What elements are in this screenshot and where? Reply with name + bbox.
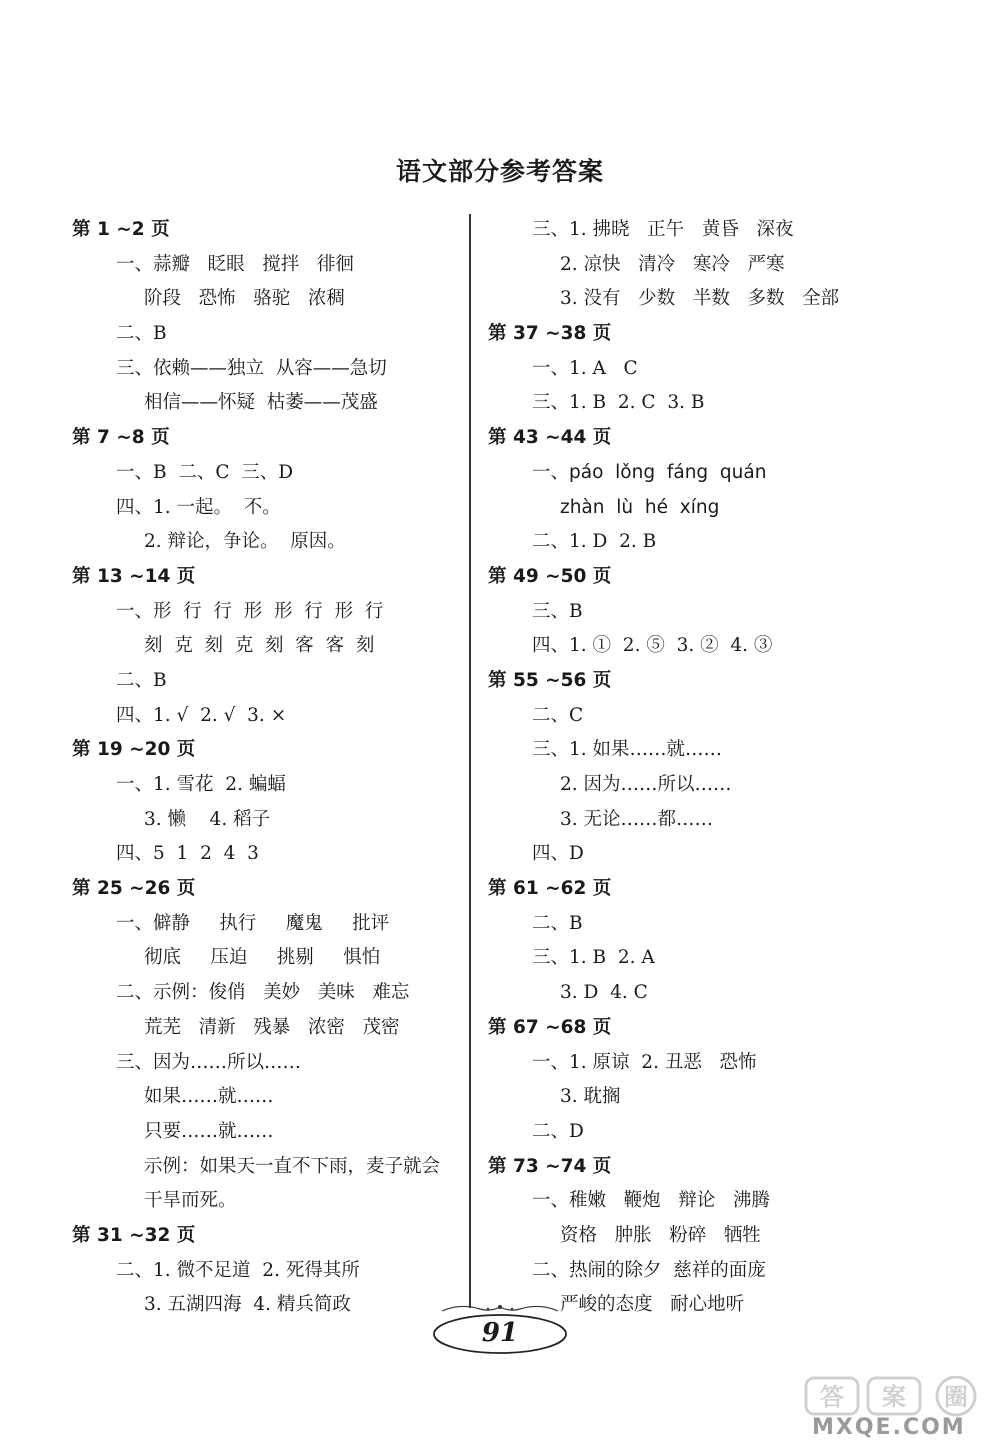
section-heading: 第 67 ~68 页 bbox=[488, 1016, 612, 1038]
answer-line: 荒芜 清新 残暴 浓密 茂密 bbox=[144, 1016, 400, 1038]
answer-section bbox=[488, 560, 928, 664]
answer-line: 二、D bbox=[532, 1120, 584, 1142]
section-heading: 第 49 ~50 页 bbox=[488, 565, 612, 587]
answer-section bbox=[72, 872, 467, 1219]
section-heading: 第 61 ~62 页 bbox=[488, 878, 612, 900]
watermark-char: 答 bbox=[820, 1383, 844, 1411]
section-heading: 第 31 ~32 页 bbox=[72, 1224, 196, 1246]
answer-line: 资格 肿胀 粉碎 牺牲 bbox=[560, 1224, 761, 1246]
answer-section bbox=[488, 1150, 928, 1323]
answer-line: 2. 辩论，争论。 原因。 bbox=[144, 531, 346, 553]
answer-line: 3. 五湖四海 4. 精兵简政 bbox=[144, 1294, 351, 1316]
answer-line: 二、B bbox=[116, 669, 167, 691]
answer-line: 四、5 1 2 4 3 bbox=[116, 843, 259, 865]
answer-line: 相信——怀疑 枯萎——茂盛 bbox=[144, 392, 378, 414]
answer-line: 3. 耽搁 bbox=[560, 1086, 621, 1108]
section-heading: 第 55 ~56 页 bbox=[488, 669, 612, 691]
answer-line: 一、形 行 行 形 形 行 形 行 bbox=[116, 600, 384, 622]
answer-line: 严峻的态度 耐心地听 bbox=[560, 1294, 745, 1316]
answer-line: 一、蒜瓣 眨眼 搅拌 徘徊 bbox=[116, 253, 354, 275]
answer-line: 一、1. A C bbox=[532, 357, 638, 379]
answer-line: 一、B 二、C 三、D bbox=[116, 461, 294, 483]
answer-line: 3. 没有 少数 半数 多数 全部 bbox=[560, 288, 840, 310]
answer-line: 三、1. B 2. C 3. B bbox=[532, 392, 705, 414]
answer-line: 三、因为……所以…… bbox=[116, 1051, 302, 1073]
section-heading: 第 1 ~2 页 bbox=[72, 219, 170, 240]
answer-line: 一、1. 雪花 2. 蝙蝠 bbox=[116, 774, 286, 795]
answer-line: 四、D bbox=[532, 843, 584, 865]
answer-line: 一、僻静 执行 魔鬼 批评 bbox=[116, 912, 390, 934]
section-heading: 第 43 ~44 页 bbox=[488, 427, 612, 449]
answer-line: 四、1. √ 2. √ 3. × bbox=[116, 704, 287, 726]
watermark-site: MXQE.COM bbox=[812, 1415, 966, 1440]
answer-line: zhàn lù hé xíng bbox=[560, 496, 720, 518]
column-divider bbox=[469, 214, 471, 1308]
section-heading: 第 37 ~38 页 bbox=[488, 323, 612, 345]
answer-line: 三、1. B 2. A bbox=[532, 947, 655, 969]
answer-line: 3. 懒 4. 稻子 bbox=[144, 808, 271, 830]
answer-line: 二、B bbox=[116, 323, 167, 345]
answer-column-left bbox=[72, 213, 467, 1323]
answer-column-right bbox=[488, 213, 928, 1323]
section-heading: 第 13 ~14 页 bbox=[72, 565, 196, 587]
answer-section bbox=[72, 733, 467, 872]
answer-section bbox=[488, 317, 928, 421]
answer-section bbox=[72, 560, 467, 733]
answer-section bbox=[72, 1219, 467, 1323]
answer-line: 二、B bbox=[532, 912, 583, 934]
answer-line: 三、依赖——独立 从容——急切 bbox=[116, 357, 387, 379]
page-number: 91 bbox=[481, 1318, 519, 1348]
section-heading: 第 7 ~8 页 bbox=[72, 427, 170, 449]
answer-section bbox=[488, 213, 928, 317]
answer-line: 3. 无论……都…… bbox=[560, 808, 714, 830]
page-title: 语文部分参考答案 bbox=[395, 157, 604, 186]
answer-section bbox=[488, 664, 928, 872]
answer-line: 二、热闹的除夕 慈祥的面庞 bbox=[532, 1259, 766, 1281]
answer-section bbox=[488, 1011, 928, 1150]
answer-line: 四、1. ① 2. ⑤ 3. ② 4. ③ bbox=[532, 635, 773, 657]
answer-line: 干旱而死。 bbox=[144, 1190, 237, 1212]
answer-line: 一、稚嫩 鞭炮 辩论 沸腾 bbox=[532, 1190, 770, 1212]
answer-section bbox=[488, 421, 928, 560]
answer-line: 只要……就…… bbox=[144, 1120, 274, 1142]
answer-line: 3. D 4. C bbox=[560, 982, 648, 1004]
answer-line: 阶段 恐怖 骆驼 浓稠 bbox=[144, 288, 345, 310]
section-heading: 第 25 ~26 页 bbox=[72, 878, 196, 900]
answer-line: 如果……就…… bbox=[144, 1086, 274, 1108]
answer-line: 彻底 压迫 挑剔 惧怕 bbox=[144, 947, 381, 969]
watermark-char: 圈 bbox=[944, 1383, 968, 1411]
answer-line: 三、B bbox=[532, 600, 583, 622]
answer-line: 四、1. 一起。 不。 bbox=[116, 496, 281, 518]
answer-line: 三、1. 拂晓 正午 黄昏 深夜 bbox=[532, 219, 794, 240]
answer-line: 一、páo lǒng fáng quán bbox=[532, 461, 767, 483]
answer-section bbox=[72, 421, 467, 560]
answer-section bbox=[488, 872, 928, 1011]
answer-line: 一、1. 原谅 2. 丑恶 恐怖 bbox=[532, 1051, 757, 1073]
answer-line: 2. 凉快 清冷 寒冷 严寒 bbox=[560, 253, 785, 275]
answer-line: 二、C bbox=[532, 704, 584, 726]
section-heading: 第 73 ~74 页 bbox=[488, 1155, 612, 1177]
section-heading: 第 19 ~20 页 bbox=[72, 739, 196, 761]
answer-line: 二、1. D 2. B bbox=[532, 531, 657, 553]
answer-line: 三、1. 如果……就…… bbox=[532, 739, 723, 761]
answer-line: 刻 克 刻 克 刻 客 客 刻 bbox=[144, 635, 375, 657]
watermark-char: 案 bbox=[882, 1383, 906, 1411]
answer-line: 2. 因为……所以…… bbox=[560, 774, 732, 795]
answer-line: 示例：如果天一直不下雨，麦子就会 bbox=[144, 1155, 441, 1177]
answer-line: 二、示例：俊俏 美妙 美味 难忘 bbox=[116, 982, 410, 1004]
answer-section bbox=[72, 213, 467, 421]
answer-line: 二、1. 微不足道 2. 死得其所 bbox=[116, 1259, 360, 1281]
